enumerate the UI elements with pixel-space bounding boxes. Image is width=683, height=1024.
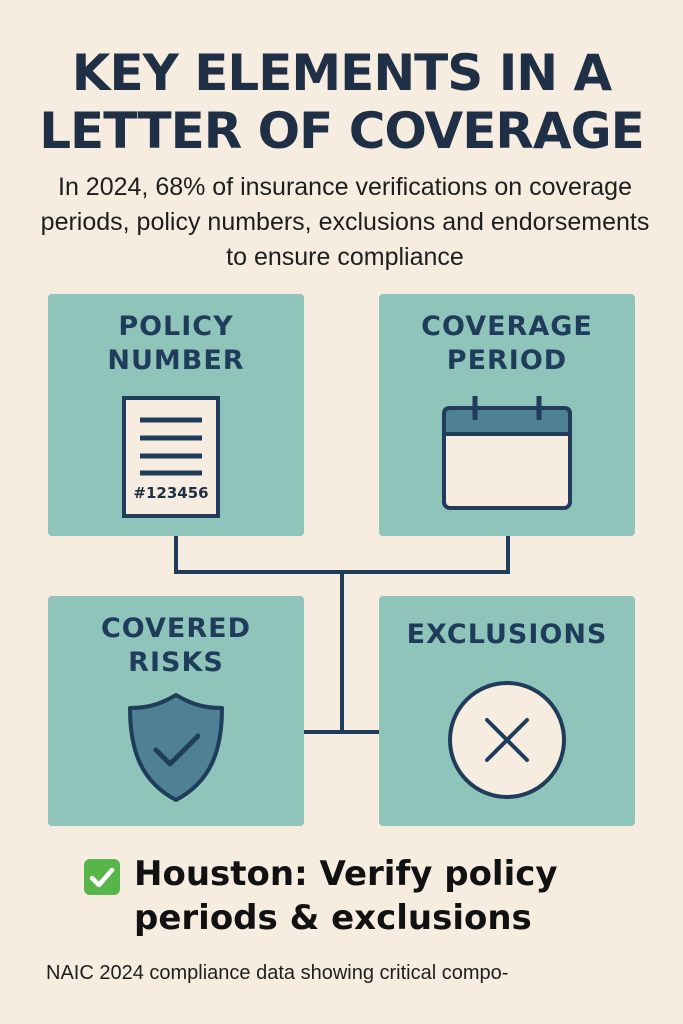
card-coverage-period-label-line-1: COVERAGE [421, 311, 593, 342]
footer-note: NAIC 2024 compliance data showing critical compo- [46, 962, 509, 984]
card-coverage-period-label-line-2: PERIOD [446, 345, 568, 376]
card-coverage-period [379, 294, 635, 536]
card-covered-risks-label-line-2: RISKS [128, 647, 224, 678]
x-circle-icon [445, 678, 569, 806]
card-covered-risks [48, 596, 304, 826]
card-covered-risks-label-line-1: COVERED [100, 613, 252, 644]
card-policy-number-label-line-1: POLICY [118, 311, 234, 342]
card-exclusions-label [379, 618, 635, 652]
policy-number-value: #123456 [133, 484, 209, 502]
callout-text: Houston: Verify policy periods & exclusions [134, 854, 558, 938]
title-line-2: LETTER OF COVERAGE [39, 102, 644, 160]
card-exclusions-label-line-1: EXCLUSIONS [406, 619, 608, 650]
check-mark-button-icon [84, 859, 120, 895]
card-exclusions [379, 596, 635, 826]
card-policy-number [48, 294, 304, 536]
shield-check-icon [126, 692, 226, 808]
document-icon [122, 396, 220, 518]
title-line-1: KEY ELEMENTS IN A [71, 44, 612, 102]
card-coverage-period-label [379, 310, 635, 378]
card-policy-number-label [48, 310, 304, 378]
calendar-icon [441, 394, 573, 516]
card-covered-risks-label [48, 612, 304, 680]
subtitle: In 2024, 68% of insurance verifications on coverage periods, policy numbers, exclusions and endorsements to ensure compliance [40, 173, 650, 271]
card-policy-number-label-line-2: NUMBER [107, 345, 245, 376]
